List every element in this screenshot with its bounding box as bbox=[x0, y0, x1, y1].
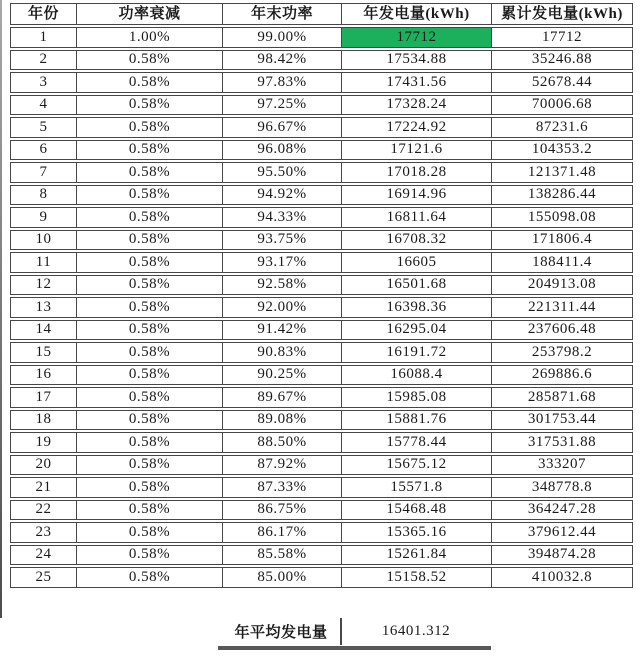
annual-generation-cell: 17018.28 bbox=[341, 162, 491, 183]
cumulative-generation-cell: 87231.6 bbox=[491, 117, 633, 138]
annual-generation-cell: 16088.4 bbox=[341, 365, 491, 386]
average-generation-label: 年平均发电量 bbox=[234, 625, 328, 641]
table-row bbox=[10, 72, 633, 93]
degradation-cell: 0.58% bbox=[76, 387, 222, 408]
table-row bbox=[10, 500, 633, 521]
cumulative-generation-cell: 70006.68 bbox=[491, 95, 633, 116]
year-cell: 20 bbox=[10, 455, 76, 476]
year-cell: 9 bbox=[10, 207, 76, 228]
degradation-cell: 0.58% bbox=[76, 365, 222, 386]
year-cell: 1 bbox=[10, 27, 76, 48]
cumulative-generation-cell: 253798.2 bbox=[491, 342, 633, 363]
annual-generation-cell: 16398.36 bbox=[341, 297, 491, 318]
year-end-power-cell: 92.00% bbox=[222, 297, 341, 318]
year-cell: 13 bbox=[10, 297, 76, 318]
annual-generation-cell: 17534.88 bbox=[341, 50, 491, 71]
year-cell: 2 bbox=[10, 50, 76, 71]
degradation-cell: 0.58% bbox=[76, 297, 222, 318]
year-end-power-cell: 88.50% bbox=[222, 432, 341, 453]
annual-generation-cell: 17224.92 bbox=[341, 117, 491, 138]
annual-generation-cell: 17121.6 bbox=[341, 140, 491, 161]
cumulative-generation-cell: 52678.44 bbox=[491, 72, 633, 93]
degradation-cell: 0.58% bbox=[76, 477, 222, 498]
annual-generation-cell: 16708.32 bbox=[341, 230, 491, 251]
year-end-power-cell: 85.58% bbox=[222, 545, 341, 566]
degradation-cell: 0.58% bbox=[76, 72, 222, 93]
degradation-cell: 0.58% bbox=[76, 117, 222, 138]
table-row bbox=[10, 230, 633, 251]
year-cell: 15 bbox=[10, 342, 76, 363]
annual-generation-cell: 15675.12 bbox=[341, 455, 491, 476]
year-end-power-cell: 86.75% bbox=[222, 500, 341, 521]
table-row bbox=[10, 162, 633, 183]
year-end-power-cell: 94.92% bbox=[222, 185, 341, 206]
table-row bbox=[10, 207, 633, 228]
year-end-power-cell: 96.08% bbox=[222, 140, 341, 161]
cumulative-generation-cell: 348778.8 bbox=[491, 477, 633, 498]
annual-generation-cell-highlighted: 17712 bbox=[341, 27, 491, 48]
degradation-cell: 0.58% bbox=[76, 410, 222, 431]
cumulative-generation-cell: 317531.88 bbox=[491, 432, 633, 453]
year-end-power-cell: 85.00% bbox=[222, 567, 341, 588]
average-generation-row bbox=[222, 618, 490, 645]
degradation-cell: 0.58% bbox=[76, 455, 222, 476]
annual-generation-cell: 16605 bbox=[341, 252, 491, 273]
annual-generation-cell: 17328.24 bbox=[341, 95, 491, 116]
year-end-power-cell: 86.17% bbox=[222, 522, 341, 543]
average-generation-value: 16401.312 bbox=[381, 623, 451, 639]
degradation-cell: 0.58% bbox=[76, 140, 222, 161]
year-cell: 8 bbox=[10, 185, 76, 206]
table-row bbox=[10, 432, 633, 453]
header-cumulative-generation: 累计发电量(kWh) bbox=[491, 3, 633, 25]
cumulative-generation-cell: 410032.8 bbox=[491, 567, 633, 588]
annual-generation-cell: 16811.64 bbox=[341, 207, 491, 228]
year-cell: 17 bbox=[10, 387, 76, 408]
year-cell: 6 bbox=[10, 140, 76, 161]
annual-generation-cell: 16501.68 bbox=[341, 275, 491, 296]
cumulative-generation-cell: 394874.28 bbox=[491, 545, 633, 566]
cumulative-generation-cell: 221311.44 bbox=[491, 297, 633, 318]
year-cell: 16 bbox=[10, 365, 76, 386]
year-cell: 7 bbox=[10, 162, 76, 183]
header-annual-generation: 年发电量(kWh) bbox=[341, 3, 491, 25]
year-cell: 4 bbox=[10, 95, 76, 116]
cumulative-generation-cell: 171806.4 bbox=[491, 230, 633, 251]
year-cell: 14 bbox=[10, 320, 76, 341]
annual-generation-cell: 16191.72 bbox=[341, 342, 491, 363]
year-cell: 5 bbox=[10, 117, 76, 138]
table-row bbox=[10, 545, 633, 566]
degradation-cell: 0.58% bbox=[76, 252, 222, 273]
cumulative-generation-cell: 138286.44 bbox=[491, 185, 633, 206]
cumulative-generation-cell: 379612.44 bbox=[491, 522, 633, 543]
year-end-power-cell: 95.50% bbox=[222, 162, 341, 183]
year-end-power-cell: 89.08% bbox=[222, 410, 341, 431]
year-end-power-cell: 94.33% bbox=[222, 207, 341, 228]
year-cell: 21 bbox=[10, 477, 76, 498]
year-end-power-cell: 97.25% bbox=[222, 95, 341, 116]
year-cell: 11 bbox=[10, 252, 76, 273]
degradation-cell: 0.58% bbox=[76, 320, 222, 341]
table-row bbox=[10, 50, 633, 71]
table-row bbox=[10, 477, 633, 498]
year-cell: 10 bbox=[10, 230, 76, 251]
degradation-cell: 0.58% bbox=[76, 275, 222, 296]
year-end-power-cell: 91.42% bbox=[222, 320, 341, 341]
year-end-power-cell: 90.83% bbox=[222, 342, 341, 363]
cumulative-generation-cell: 269886.6 bbox=[491, 365, 633, 386]
footer-thick-underline bbox=[218, 646, 491, 650]
table-row bbox=[10, 320, 633, 341]
degradation-cell: 0.58% bbox=[76, 545, 222, 566]
table-row bbox=[10, 455, 633, 476]
year-cell: 23 bbox=[10, 522, 76, 543]
table-row bbox=[10, 365, 633, 386]
annual-generation-cell: 15365.16 bbox=[341, 522, 491, 543]
year-cell: 19 bbox=[10, 432, 76, 453]
table-row bbox=[10, 275, 633, 296]
annual-generation-cell: 15985.08 bbox=[341, 387, 491, 408]
year-cell: 25 bbox=[10, 567, 76, 588]
table-row bbox=[10, 387, 633, 408]
cumulative-generation-cell: 35246.88 bbox=[491, 50, 633, 71]
year-end-power-cell: 93.75% bbox=[222, 230, 341, 251]
cumulative-generation-cell: 204913.08 bbox=[491, 275, 633, 296]
year-end-power-cell: 89.67% bbox=[222, 387, 341, 408]
annual-generation-cell: 15778.44 bbox=[341, 432, 491, 453]
cumulative-generation-cell: 121371.48 bbox=[491, 162, 633, 183]
year-cell: 12 bbox=[10, 275, 76, 296]
table-row bbox=[10, 252, 633, 273]
degradation-cell: 0.58% bbox=[76, 95, 222, 116]
header-year: 年份 bbox=[10, 3, 76, 25]
table-header-row bbox=[10, 3, 633, 25]
year-end-power-cell: 92.58% bbox=[222, 275, 341, 296]
header-year-end-power: 年末功率 bbox=[222, 3, 341, 25]
annual-generation-cell: 15468.48 bbox=[341, 500, 491, 521]
annual-generation-cell: 17431.56 bbox=[341, 72, 491, 93]
degradation-cell: 0.58% bbox=[76, 342, 222, 363]
annual-generation-cell: 15881.76 bbox=[341, 410, 491, 431]
cumulative-generation-cell: 155098.08 bbox=[491, 207, 633, 228]
year-end-power-cell: 99.00% bbox=[222, 27, 341, 48]
cumulative-generation-cell: 364247.28 bbox=[491, 500, 633, 521]
table-row bbox=[10, 567, 633, 588]
table-row bbox=[10, 342, 633, 363]
annual-generation-cell: 15571.8 bbox=[341, 477, 491, 498]
year-end-power-cell: 93.17% bbox=[222, 252, 341, 273]
table-row bbox=[10, 117, 633, 138]
year-end-power-cell: 97.83% bbox=[222, 72, 341, 93]
degradation-cell: 1.00% bbox=[76, 27, 222, 48]
year-cell: 22 bbox=[10, 500, 76, 521]
cumulative-generation-cell: 301753.44 bbox=[491, 410, 633, 431]
cumulative-generation-cell: 104353.2 bbox=[491, 140, 633, 161]
degradation-cell: 0.58% bbox=[76, 500, 222, 521]
year-end-power-cell: 96.67% bbox=[222, 117, 341, 138]
table-row bbox=[10, 522, 633, 543]
table-row bbox=[10, 297, 633, 318]
year-cell: 18 bbox=[10, 410, 76, 431]
table-row bbox=[10, 27, 633, 48]
annual-generation-cell: 15158.52 bbox=[341, 567, 491, 588]
year-end-power-cell: 87.92% bbox=[222, 455, 341, 476]
year-end-power-cell: 98.42% bbox=[222, 50, 341, 71]
year-cell: 3 bbox=[10, 72, 76, 93]
degradation-cell: 0.58% bbox=[76, 567, 222, 588]
power-generation-table bbox=[10, 1, 633, 590]
degradation-cell: 0.58% bbox=[76, 432, 222, 453]
cumulative-generation-cell: 237606.48 bbox=[491, 320, 633, 341]
table-body bbox=[10, 27, 633, 588]
degradation-cell: 0.58% bbox=[76, 522, 222, 543]
cumulative-generation-cell: 285871.68 bbox=[491, 387, 633, 408]
cumulative-generation-cell: 188411.4 bbox=[491, 252, 633, 273]
annual-generation-cell: 15261.84 bbox=[341, 545, 491, 566]
cropped-table-edge-line bbox=[0, 0, 2, 618]
year-end-power-cell: 90.25% bbox=[222, 365, 341, 386]
year-cell: 24 bbox=[10, 545, 76, 566]
cumulative-generation-cell: 17712 bbox=[491, 27, 633, 48]
degradation-cell: 0.58% bbox=[76, 50, 222, 71]
degradation-cell: 0.58% bbox=[76, 230, 222, 251]
year-end-power-cell: 87.33% bbox=[222, 477, 341, 498]
table-row bbox=[10, 410, 633, 431]
table-row bbox=[10, 140, 633, 161]
annual-generation-cell: 16295.04 bbox=[341, 320, 491, 341]
cumulative-generation-cell: 333207 bbox=[491, 455, 633, 476]
annual-generation-cell: 16914.96 bbox=[341, 185, 491, 206]
table-row bbox=[10, 95, 633, 116]
header-power-degradation: 功率衰减 bbox=[76, 3, 222, 25]
degradation-cell: 0.58% bbox=[76, 185, 222, 206]
degradation-cell: 0.58% bbox=[76, 162, 222, 183]
table-row bbox=[10, 185, 633, 206]
degradation-cell: 0.58% bbox=[76, 207, 222, 228]
